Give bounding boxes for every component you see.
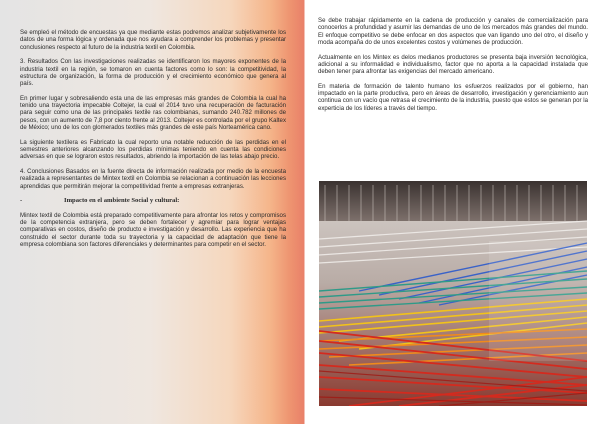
subheading-social-impact [20,197,286,204]
left-column [20,29,286,256]
subheading-dash: - [20,197,23,205]
paragraph-methodology: Se empleó el método de encuestas ya que mediante estas podremos analizar subjetivamente los datos de una forma lógica y ordenada que nos ayudara a comprender los problemas y presentar conclusiones respecto al futuro de la industria textil en Colombia. [20,29,286,51]
subheading-text: Impacto en el ambiente Social y cultural: [64,197,180,205]
textile-loom-photo [319,181,587,406]
paragraph-investment: Actualmente en los Mintex es delos medianos productores se presenta baja inversión tecnológica, adicional a su informalidad e individualismo, factor que no aporta a la capacidad instalada que deben tener para afrontar las exigencias del mercado americano. [318,53,588,76]
paragraph-conclusions: 4. Conclusiones Basados en la fuente directa de información realizada por medio de la encuesta realizada a representantes de Mintex textil en Colombia se relacionan a continuación las lecciones aprendidas que permitirán mejorar la competitividad frente a empresas extranjeras. [20,167,286,190]
right-column [318,17,588,119]
paragraph-coltejer: En primer lugar y sobresaliendo esta una de las empresas más grandes de Colombia la cual ha tenido una trayectoria impecable Coltejer, la cual el 2014 tuvo una recuperación de facturación para seguir como una de las principales textile ras colombianas, sumando 240.782 millones de pesos, con un aumento de 7,8 por ciento frente al 2013. Coltejer es controlada por el grupo Kaltex de México; uno de los con glomerados textiles más grandes de este país Norteamérica cano. [20,94,286,132]
paragraph-results: 3. Resultados Con las investigaciones realizadas se identificaron los mayores exponentes de la industria textil en la región, se tomaron en cuenta factores como lo son: la competitividad, la estructura de organización, la forma de producción y el crecimiento económico que genera al país. [20,58,286,88]
paragraph-fabricato: La siguiente textilera es Fabricato la cual reporto una notable reducción de las perdidas en el semestres anteriores alcanzando los perdidas mínimas teniendo en cuenta las condiciones adversas en que se lograron estos resultados, abriendo la importación de las telas abajo precio. [20,138,286,161]
paragraph-production-chain: Se debe trabajar rápidamente en la cadena de producción y canales de comercialización para conocerlos a profundidad y asumir las demandas de uno de los mercados más grandes del mundo. El enfoque competitivo se debe enfocar en dos aspectos que van ligando uno del otro, el diseño y moda acompaña do de unos excelentes costos y volúmenes de producción. [318,17,588,47]
paragraph-mintex: Mintex textil de Colombia está preparado competitivamente para afrontar los retos y compromisos de la competencia extranjera, pero se deben fortalecer y agremiar para lograr ventajas comparativas en costos, diseño de producto e investigación y desarrollo. Las experiencia que ha construido el sector durante toda su trayectoria y la capacidad de adaptación que tiene la empresa colombiana son factores diferenciales y determinantes para competir en el sector. [20,211,286,249]
paragraph-talent: En materia de formación de talento humano los esfuerzos realizados por el gobierno, han impactado en la parte productiva, pero en áreas de desarrollo, investigación y gerenciamiento aun continua con un vacío que retrasa el crecimiento de la industria, puesto que estos se generan por la experticia de los líderes a través del tiempo. [318,82,588,112]
